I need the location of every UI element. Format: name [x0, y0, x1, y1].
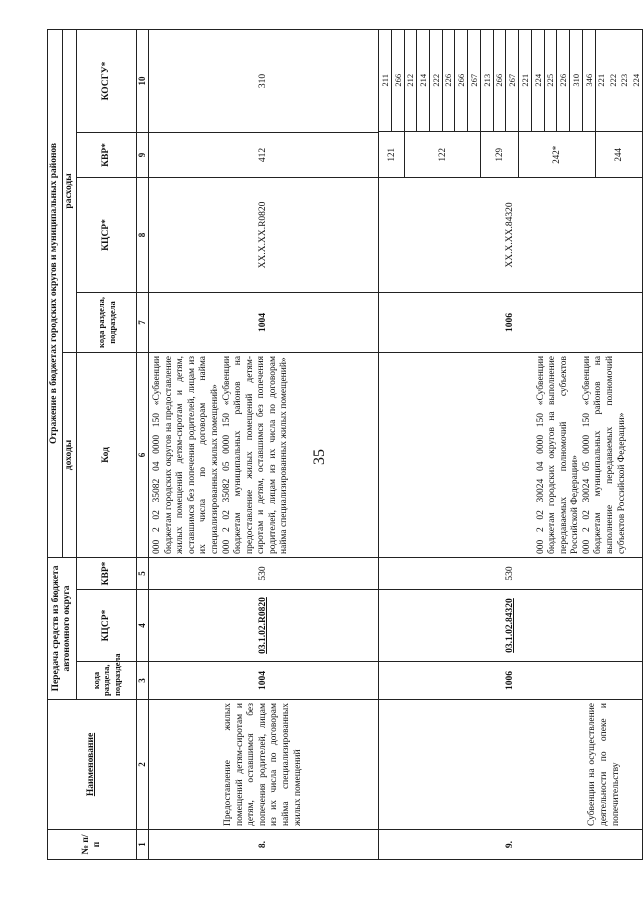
kosgu-value: 211: [379, 29, 391, 132]
kosgu-value: 266: [493, 29, 506, 132]
kosgu-list: [405, 29, 480, 132]
kosgu-value: 222: [607, 73, 618, 87]
row-section-2: 1004: [149, 292, 379, 352]
income-code-2: 000 2 02 35082 05 0000 150 «Субвенции бюджетам муниципальных районов на предоставление жилых помещений детям-сиротам и детям, оставшимся без попечения родителей, лицам из их числа по договорам найма специализированных жилых помещений»: [221, 355, 290, 554]
index-row: [137, 29, 149, 859]
index-cell: 6: [137, 352, 149, 557]
kvr-group-row: [480, 29, 518, 177]
index-cell: 5: [137, 557, 149, 589]
kosgu-value: 213: [481, 29, 493, 132]
index-cell: 2: [137, 700, 149, 830]
header-kcsr-2: КЦСР*: [77, 177, 137, 292]
kvr-group-row: [595, 29, 642, 177]
kvr-value: 121: [379, 132, 404, 177]
index-cell: 1: [137, 830, 149, 860]
kvr-value: 129: [480, 132, 518, 177]
kosgu-value: 226: [557, 29, 570, 132]
row-section: 1004: [149, 662, 379, 700]
kosgu-value: 225: [544, 29, 557, 132]
index-cell: 7: [137, 292, 149, 352]
index-cell: 3: [137, 662, 149, 700]
header-reflection: Отражение в бюджетах городских округов и муниципальных районов: [48, 29, 63, 557]
kosgu-list: [596, 29, 643, 132]
kosgu-list: [519, 29, 594, 132]
page-number-text: 35: [311, 449, 328, 465]
row-kvr: 530: [149, 557, 379, 589]
row-section-2: 1006: [379, 292, 643, 352]
kosgu-value: 266: [455, 29, 468, 132]
kosgu-list-cell: [519, 29, 595, 132]
kosgu-value: 223: [619, 73, 630, 87]
row-kcsr-2: XX.X.XX.84320: [379, 177, 643, 292]
income-code-2: 000 2 02 30024 05 0000 150 «Субвенции бюджетам муниципальных районов на выполнение передаваемых полномочий субъектов Российской Федерации»: [581, 355, 627, 554]
table-row: [379, 29, 643, 859]
row-section: 1006: [379, 662, 643, 700]
kosgu-list-cell: [379, 29, 404, 132]
rotated-table-container: [47, 30, 642, 860]
kosgu-value: 224: [531, 29, 544, 132]
income-code-1: 000 2 02 30024 04 0000 150 «Субвенции бюджетам городских округов на выполнение передаваемых полномочий субъектов Российской Федерации»: [535, 355, 581, 554]
kosgu-list-cell: [480, 29, 518, 132]
row-kcsr: 03.1.02.84320: [379, 590, 643, 662]
header-num: № п/п: [48, 830, 137, 860]
index-cell: 8: [137, 177, 149, 292]
kosgu-value: 310: [570, 29, 583, 132]
kvr-kosgu-block: [379, 29, 643, 177]
row-num: 8.: [149, 830, 379, 860]
kosgu-value: 226: [442, 29, 455, 132]
header-expense: расходы: [62, 29, 77, 352]
header-code-section-2: кода раздела, подраздела: [77, 292, 137, 352]
kosgu-value: 214: [417, 29, 430, 132]
budget-table: [47, 29, 643, 860]
kosgu-list: [379, 29, 403, 132]
row-code: [149, 352, 379, 557]
index-cell: 9: [137, 132, 149, 177]
row-name: Субвенции на осуществление деятельности по опеке и попечительству: [379, 700, 643, 830]
kosgu-value: 346: [583, 73, 594, 87]
kvr-value: 122: [404, 132, 480, 177]
header-income: доходы: [62, 352, 77, 557]
kosgu-list-cell: [595, 29, 642, 132]
kosgu-value: 221: [519, 29, 531, 132]
kvr-value: 244: [595, 132, 642, 177]
kvr-group-row: [404, 29, 480, 177]
kosgu-value: 266: [392, 73, 403, 87]
header-name: Наименование: [48, 700, 137, 830]
header-kcsr: КЦСР*: [77, 590, 137, 662]
kosgu-value: 221: [596, 73, 607, 87]
kosgu-value: 224: [631, 73, 642, 87]
row-num: 9.: [379, 830, 643, 860]
kvr-group-row: [519, 29, 595, 177]
header-code-section: кода раздела, подраздела: [77, 662, 137, 700]
header-kvr-2: КВР*: [77, 132, 137, 177]
kosgu-value: 222: [429, 29, 442, 132]
row-kcsr-2: XX.X.XX.R0820: [149, 177, 379, 292]
header-code: Код: [77, 352, 137, 557]
kosgu-value: 267: [468, 73, 479, 87]
header-transfer: Передача средств из бюджета автономного округа: [48, 557, 77, 699]
index-cell: 4: [137, 590, 149, 662]
kvr-value: 242*: [519, 132, 595, 177]
row-code: [379, 352, 643, 557]
row-kvr-2: 412: [149, 132, 379, 177]
row-kosgu: 310: [149, 29, 379, 132]
kosgu-list: [481, 29, 518, 132]
row-kvr: 530: [379, 557, 643, 589]
kvr-group-row: [379, 29, 404, 177]
header-kosgu: КОСГУ*: [77, 29, 137, 132]
row-kcsr: 03.1.02.R0820: [149, 590, 379, 662]
kosgu-value: 212: [405, 29, 417, 132]
index-cell: 10: [137, 29, 149, 132]
income-code-1: 000 2 02 35082 04 0000 150 «Субвенции бюджетам городских округов на предоставление жилых помещений детям-сиротам и детям, оставшимся без попечения родителей, лицам из их числа по договорам найма специализированных жилых помещений»: [152, 355, 221, 554]
row-name: Предоставление жилых помещений детям-сиротам и детям, оставшимся без попечения родителей, лицам из их числа по договорам найма специализированных жилых помещений: [149, 700, 379, 830]
kosgu-list-cell: [404, 29, 480, 132]
kosgu-value: 267: [507, 73, 518, 87]
kvr-kosgu-table: [379, 29, 642, 177]
table-row: [149, 29, 379, 859]
header-kvr: КВР*: [77, 557, 137, 589]
